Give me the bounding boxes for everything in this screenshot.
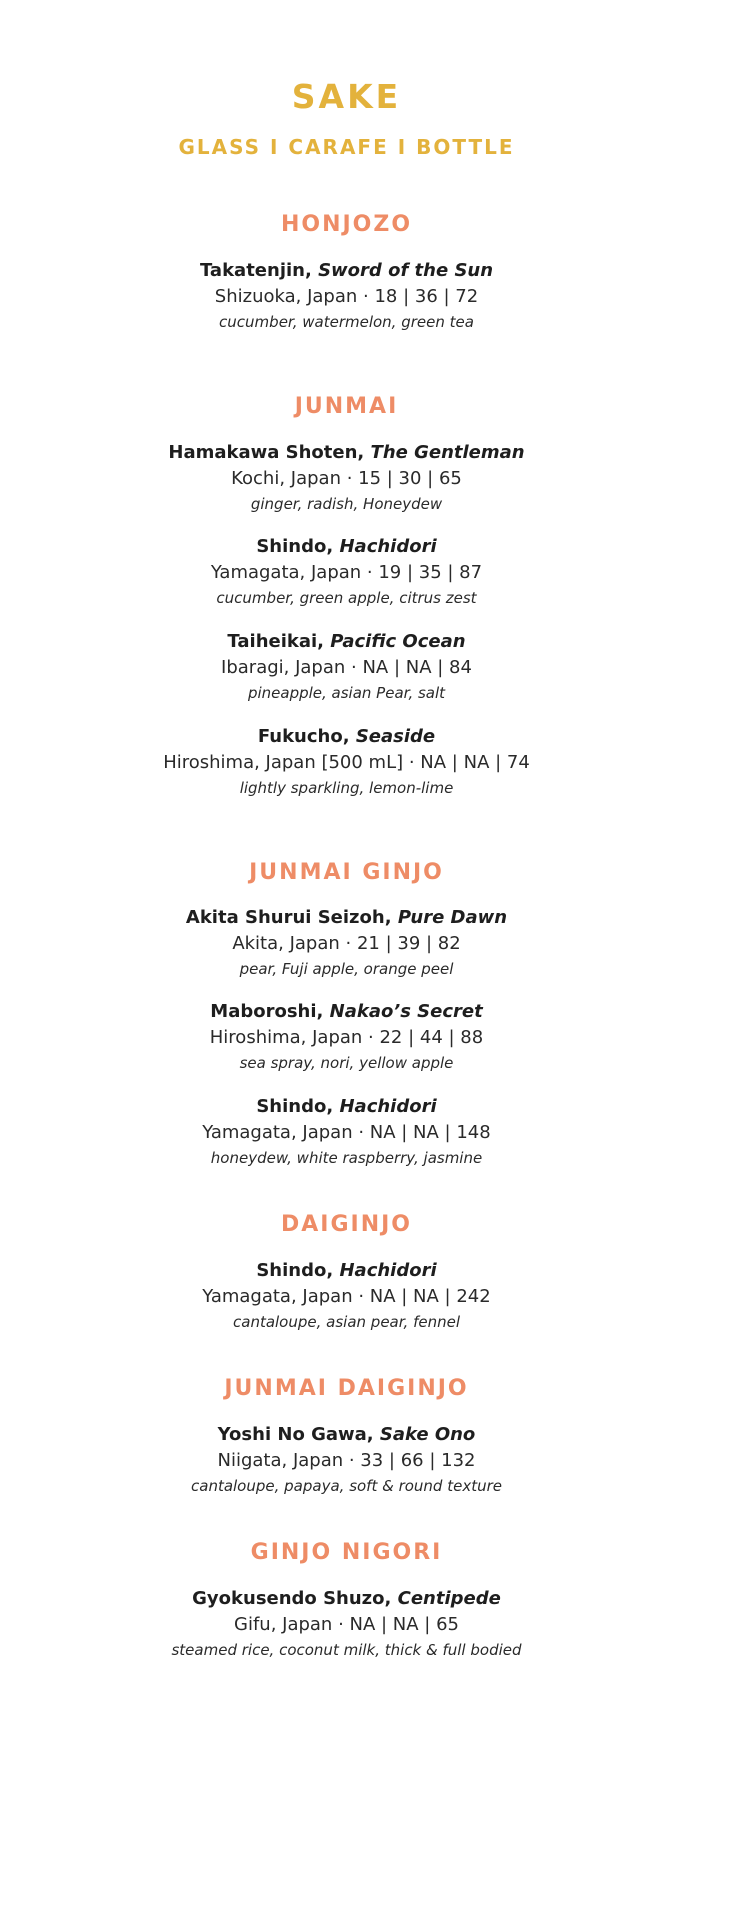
item-producer: Shindo, [256, 536, 334, 557]
menu-item [0, 1094, 693, 1170]
item-origin-prices: Yamagata, Japan · NA | NA | 148 [202, 1122, 491, 1143]
item-producer: Akita Shurui Seizoh, [185, 907, 392, 928]
item-tasting-notes: cantaloupe, papaya, soft & round texture [191, 1477, 502, 1495]
menu-item [0, 1586, 693, 1662]
item-sake: Hachidori [339, 1096, 437, 1117]
menu-item [0, 999, 693, 1075]
menu-item [0, 629, 693, 705]
item-producer: Gyokusendo Shuzo, [192, 1588, 392, 1609]
item-sake: Hachidori [339, 536, 437, 557]
item-tasting-notes: honeydew, white raspberry, jasmine [210, 1149, 483, 1167]
item-name [0, 534, 693, 560]
item-producer: Shindo, [256, 1096, 334, 1117]
item-origin-prices: Kochi, Japan · 15 | 30 | 65 [231, 468, 462, 489]
item-sake: The Gentleman [370, 442, 525, 463]
section-heading-honjozo: HONJOZO [280, 212, 413, 237]
item-name [0, 999, 693, 1025]
section-heading-junmai-ginjo: JUNMAI GINJO [249, 860, 444, 885]
item-tasting-notes: cucumber, watermelon, green tea [219, 313, 474, 331]
section-heading-daiginjo: DAIGINJO [280, 1212, 413, 1237]
item-sake: Seaside [355, 726, 436, 747]
menu-item [0, 724, 693, 800]
item-name [0, 1586, 693, 1612]
item-sake: Sword of the Sun [318, 260, 494, 281]
item-tasting-notes: pear, Fuji apple, orange peel [239, 960, 454, 978]
item-name [0, 629, 693, 655]
item-producer: Hamakawa Shoten, [168, 442, 365, 463]
menu-item [0, 258, 693, 334]
item-sake: Pure Dawn [397, 907, 508, 928]
menu-item [0, 534, 693, 610]
item-producer: Taiheikai, [227, 631, 325, 652]
item-sake: Pacific Ocean [330, 631, 466, 652]
section-heading-ginjo-nigori: GINJO NIGORI [250, 1540, 443, 1565]
item-name [0, 258, 693, 284]
item-tasting-notes: cucumber, green apple, citrus zest [216, 589, 477, 607]
item-tasting-notes: pineapple, asian Pear, salt [247, 684, 446, 702]
menu-item [0, 440, 693, 516]
item-tasting-notes: ginger, radish, Honeydew [250, 495, 443, 513]
item-name [0, 1258, 693, 1284]
item-origin-prices: Yamagata, Japan · NA | NA | 242 [202, 1286, 491, 1307]
item-name [0, 1422, 693, 1448]
item-origin-prices: Akita, Japan · 21 | 39 | 82 [232, 933, 461, 954]
item-producer: Yoshi No Gawa, [217, 1424, 374, 1445]
item-sake: Hachidori [339, 1260, 437, 1281]
item-tasting-notes: lightly sparkling, lemon-lime [239, 779, 454, 797]
menu-item [0, 1258, 693, 1334]
item-producer: Maboroshi, [210, 1001, 324, 1022]
item-origin-prices: Yamagata, Japan · 19 | 35 | 87 [210, 562, 483, 583]
item-origin-prices: Shizuoka, Japan · 18 | 36 | 72 [214, 286, 479, 307]
item-producer: Shindo, [256, 1260, 334, 1281]
section-heading-junmai: JUNMAI [294, 394, 399, 419]
item-sake: Centipede [397, 1588, 501, 1609]
section-heading-junmai-daiginjo: JUNMAI DAIGINJO [224, 1376, 469, 1401]
item-tasting-notes: steamed rice, coconut milk, thick & full bodied [171, 1641, 522, 1659]
item-origin-prices: Hiroshima, Japan [500 mL] · NA | NA | 74 [163, 752, 530, 773]
item-tasting-notes: sea spray, nori, yellow apple [239, 1054, 454, 1072]
item-origin-prices: Ibaragi, Japan · NA | NA | 84 [221, 657, 472, 678]
page-subtitle: GLASS I CARAFE I BOTTLE [178, 135, 515, 159]
item-name [0, 905, 693, 931]
item-origin-prices: Gifu, Japan · NA | NA | 65 [234, 1614, 459, 1635]
item-name [0, 1094, 693, 1120]
menu-item [0, 1422, 693, 1498]
page-title: SAKE [291, 77, 402, 116]
item-origin-prices: Niigata, Japan · 33 | 66 | 132 [217, 1450, 476, 1471]
item-name [0, 440, 693, 466]
item-producer: Takatenjin, [199, 260, 312, 281]
item-sake: Sake Ono [379, 1424, 476, 1445]
item-name [0, 724, 693, 750]
item-tasting-notes: cantaloupe, asian pear, fennel [233, 1313, 460, 1331]
menu-item [0, 905, 693, 981]
item-producer: Fukucho, [257, 726, 350, 747]
item-sake: Nakao’s Secret [329, 1001, 483, 1022]
item-origin-prices: Hiroshima, Japan · 22 | 44 | 88 [209, 1027, 484, 1048]
